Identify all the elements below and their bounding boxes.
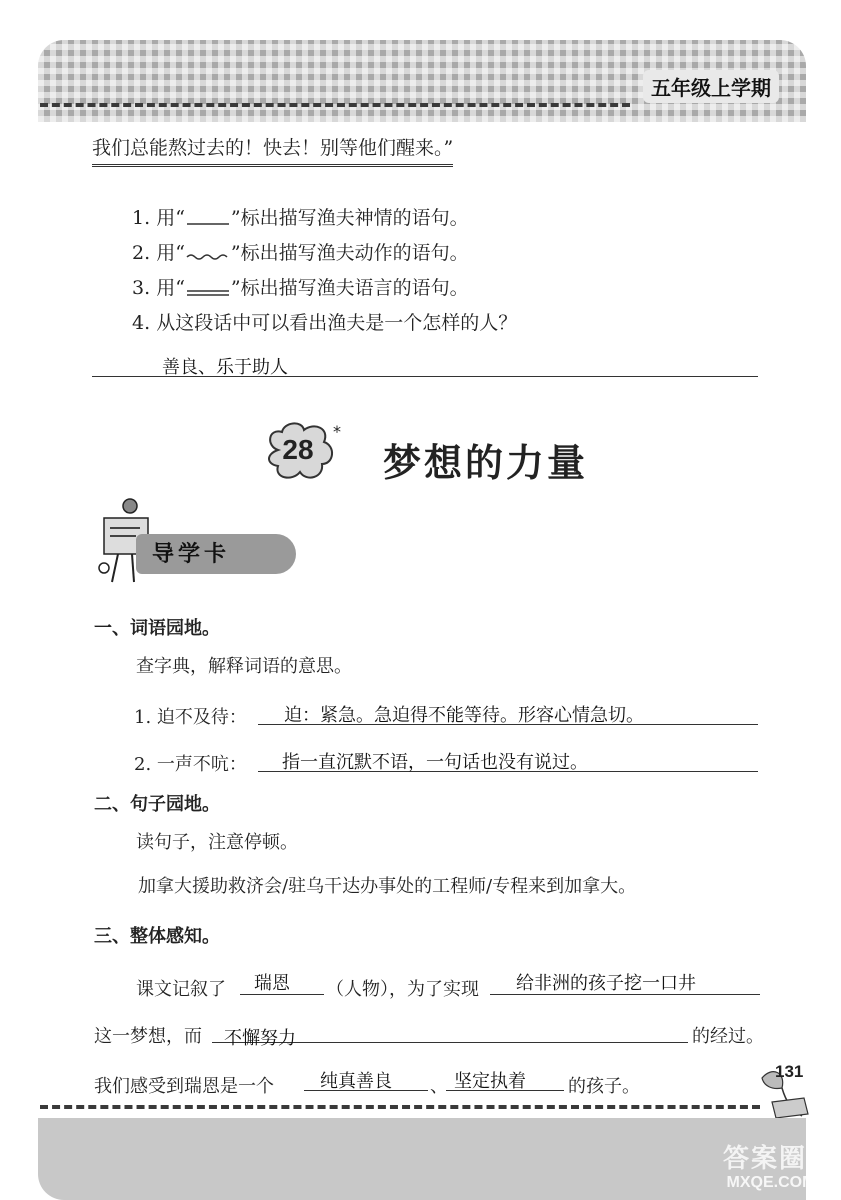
question-1 [132, 203, 469, 230]
double-underline-mark-icon [185, 282, 231, 296]
guide-card-label: 导学卡 [136, 534, 296, 574]
answer-effort: 不懈努力 [224, 1028, 296, 1048]
question-pre: 用“ [156, 277, 185, 299]
question-number: 1. [132, 207, 151, 229]
question-post: ”标出描写渔夫神情的语句。 [230, 207, 469, 229]
lesson-number: 28 [282, 434, 314, 465]
footer-band [38, 1118, 806, 1200]
summary-text: （人物），为了实现 [326, 979, 479, 1000]
section-instruction: 读句子，注意停顿。 [136, 832, 298, 853]
question-2 [132, 238, 469, 265]
answer-dream: 给非洲的孩子挖一口井 [516, 973, 696, 993]
item-number: 1. [134, 707, 152, 728]
question-number: 2. [132, 242, 151, 264]
summary-text: 、 [430, 1076, 448, 1097]
summary-text: 这一梦想，而 [94, 1026, 202, 1047]
item-word: 迫不及待： [156, 707, 247, 728]
watermark-logo: 答案圈 [722, 1143, 807, 1173]
word-answer-2: 指一直沉默不语，一句话也没有说过。 [282, 752, 588, 772]
header-divider [40, 103, 630, 107]
question-3 [132, 273, 469, 300]
item-number: 2. [134, 754, 152, 775]
intro-quote-line: 我们总能熬过去的！快去！别等他们醒来。” [92, 133, 453, 167]
question-number: 3. [132, 277, 151, 299]
section-heading: 二、句子园地。 [94, 794, 220, 814]
guide-card [96, 496, 296, 592]
summary-text: 我们感受到瑞恩是一个 [94, 1076, 274, 1097]
answer-person: 瑞恩 [254, 973, 290, 993]
question-number: 4. [132, 312, 151, 334]
underline-mark-icon [185, 212, 231, 226]
reading-sentence: 加拿大援助救济会/驻乌干达办事处的工程师/专程来到加拿大。 [138, 876, 637, 897]
word-item-1 [134, 703, 247, 729]
grade-label: 五年级上学期 [643, 70, 779, 103]
footer-divider [40, 1105, 760, 1109]
wavy-underline-mark-icon [185, 247, 231, 261]
summary-text: 课文记叙了 [136, 979, 226, 1000]
question-pre: 用“ [156, 242, 185, 264]
item-word: 一声不吭： [156, 754, 247, 775]
question-post: ”标出描写渔夫动作的语句。 [230, 242, 469, 264]
question-pre: 用“ [156, 207, 185, 229]
answer-trait-2: 坚定执着 [454, 1071, 526, 1091]
page-number: 131 [775, 1062, 804, 1081]
answer-q4: 善良、乐于助人 [162, 357, 288, 377]
word-answer-1: 迫：紧急。急迫得不能等待。形容心情急切。 [284, 705, 644, 725]
lesson-title: 梦想的力量 [383, 443, 589, 485]
question-text: 从这段话中可以看出渔夫是一个怎样的人？ [156, 312, 518, 334]
summary-text: 的经过。 [692, 1026, 764, 1047]
section-instruction: 查字典，解释词语的意思。 [136, 656, 352, 677]
summary-text: 的孩子。 [568, 1076, 640, 1097]
section-heading: 一、词语园地。 [94, 618, 220, 638]
watermark-url: MXQE.COM [726, 1174, 816, 1191]
question-post: ”标出描写渔夫语言的语句。 [230, 277, 469, 299]
question-4 [132, 308, 517, 335]
answer-trait-1: 纯真善良 [320, 1071, 392, 1091]
word-item-2 [134, 750, 247, 776]
optional-star: * [333, 422, 341, 441]
lesson-number-badge [262, 420, 342, 488]
section-heading: 三、整体感知。 [94, 926, 220, 946]
